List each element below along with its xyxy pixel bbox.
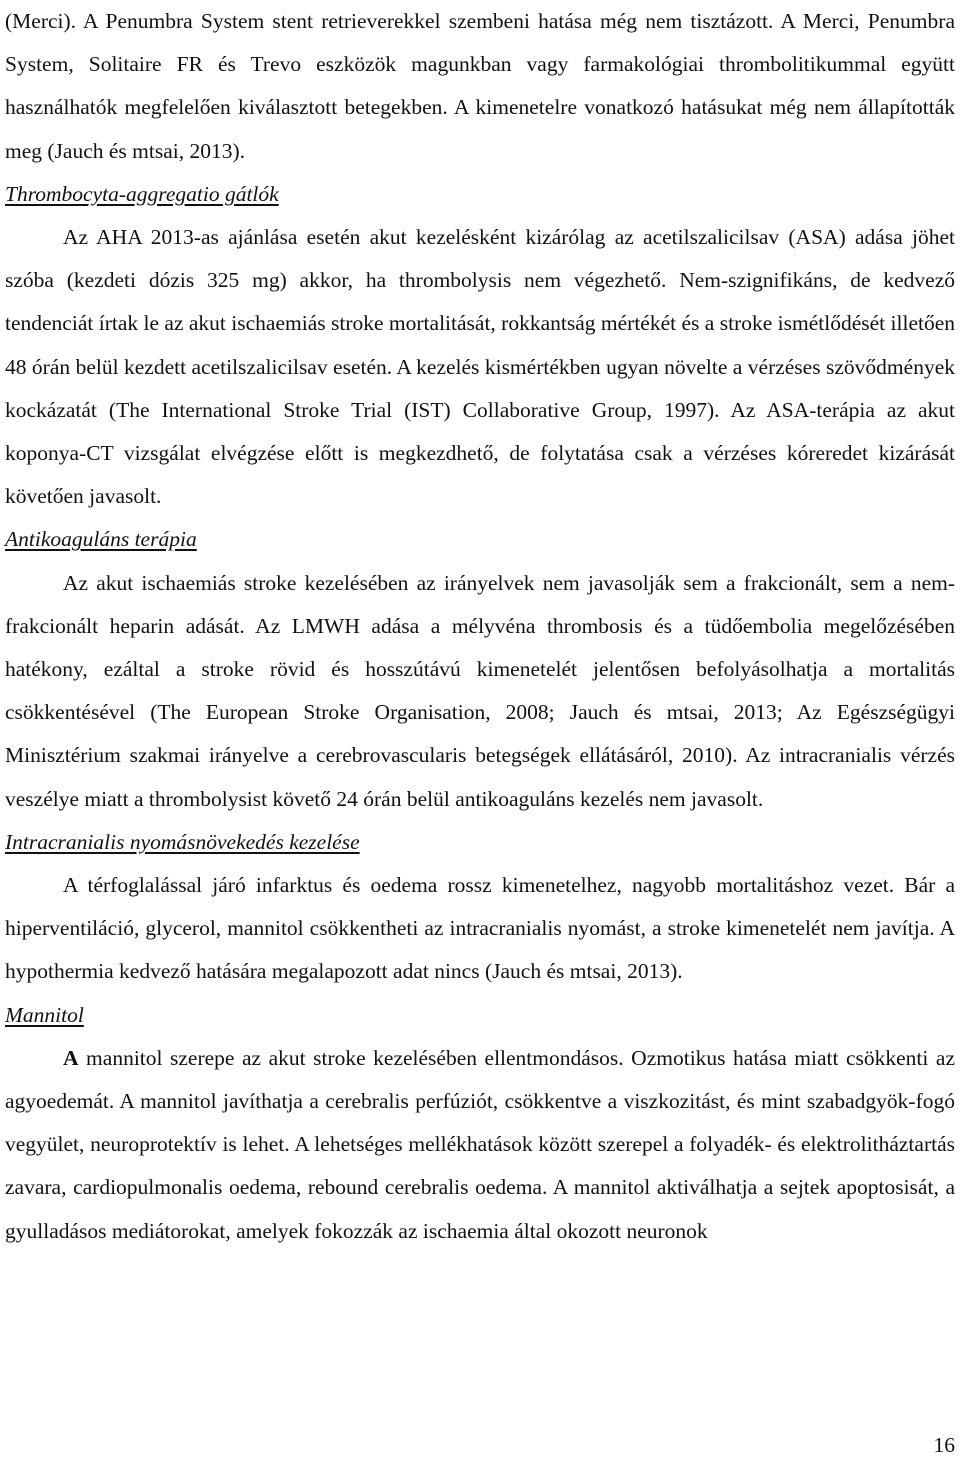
document-page bbox=[5, 0, 955, 1253]
paragraph-mannitol bbox=[5, 1037, 955, 1253]
heading-mannitol: Mannitol bbox=[5, 1002, 84, 1027]
heading-intracranialis: Intracranialis nyomásnövekedés kezelése bbox=[5, 829, 360, 854]
heading-thrombocyta-aggregatio: Thrombocyta-aggregatio gátlók bbox=[5, 181, 279, 206]
paragraph-thrombocyta: Az AHA 2013-as ajánlása esetén akut kezelésként kizárólag az acetilszalicilsav (ASA) adása jöhet szóba (kezdeti dózis 325 mg) akkor, ha thrombolysis nem végezhető. Nem-szignifikáns, de kedvező tendenciát írtak le az akut ischaemiás stroke mortalitását, rokkantság mértékét és a stroke ismétlődését illetően 48 órán belül kezdett acetilszalicilsav esetén. A kezelés kismértékben ugyan növelte a vérzéses szövődmények kockázatát (The International Stroke Trial (IST) Collaborative Group, 1997). Az ASA-terápia az akut koponya-CT vizsgálat elvégzése előtt is megkezdhető, de folytatása csak a vérzéses kóreredet kizárását követően javasolt. bbox=[5, 225, 955, 509]
page-number: 16 bbox=[933, 1433, 955, 1457]
paragraph-mannitol-text: mannitol szerepe az akut stroke kezelésében ellentmondásos. Ozmotikus hatása miatt csökkenti az agyoedemát. A mannitol javíthatja a cerebralis perfúziót, csökkentve a viszkozitást, és mint szabadgyök-fogó vegyület, neuroprotektív is lehet. A lehetséges mellékhatások között szerepel a folyadék- és elektrolitháztartás zavara, cardiopulmonalis oedema, rebound cerebralis oedema. A mannitol aktiválhatja a sejtek apoptosisát, a gyulladásos mediátorokat, amelyek fokozzák az ischaemia által okozott neuronok bbox=[5, 1045, 955, 1243]
paragraph-intro: (Merci). A Penumbra System stent retrieverekkel szembeni hatása még nem tisztázott. A Merci, Penumbra System, Solitaire FR és Trevo eszközök magunkban vagy farmakológiai thrombolitikummal együtt használhatók megfelelően kiválasztott betegekben. A kimenetelre vonatkozó hatásukat még nem állapították meg (Jauch és mtsai, 2013). bbox=[5, 9, 955, 163]
paragraph-intracranialis: A térfoglalással járó infarktus és oedema rossz kimenetelhez, nagyobb mortalitáshoz vezet. Bár a hiperventiláció, glycerol, mannitol csökkentheti az intracranialis nyomást, a stroke kimenetelét nem javítja. A hypothermia kedvező hatására megalapozott adat nincs (Jauch és mtsai, 2013). bbox=[5, 873, 955, 984]
paragraph-antikoagulans: Az akut ischaemiás stroke kezelésében az irányelvek nem javasolják sem a frakcionált, sem a nem-frakcionált heparin adását. Az LMWH adása a mélyvéna thrombosis és a tüdőembolia megelőzésében hatékony, ezáltal a stroke rövid és hosszútávú kimenetelét jelentősen befolyásolhatja a mortalitás csökkentésével (The European Stroke Organisation, 2008; Jauch és mtsai, 2013; Az Egészségügyi Minisztérium szakmai irányelve a cerebrovascularis betegségek ellátásáról, 2010). Az intracranialis vérzés veszélye miatt a thrombolysist követő 24 órán belül antikoaguláns kezelés nem javasolt. bbox=[5, 570, 955, 811]
heading-antikoagulans: Antikoaguláns terápia bbox=[5, 527, 197, 552]
paragraph-mannitol-lead: A bbox=[63, 1045, 79, 1070]
